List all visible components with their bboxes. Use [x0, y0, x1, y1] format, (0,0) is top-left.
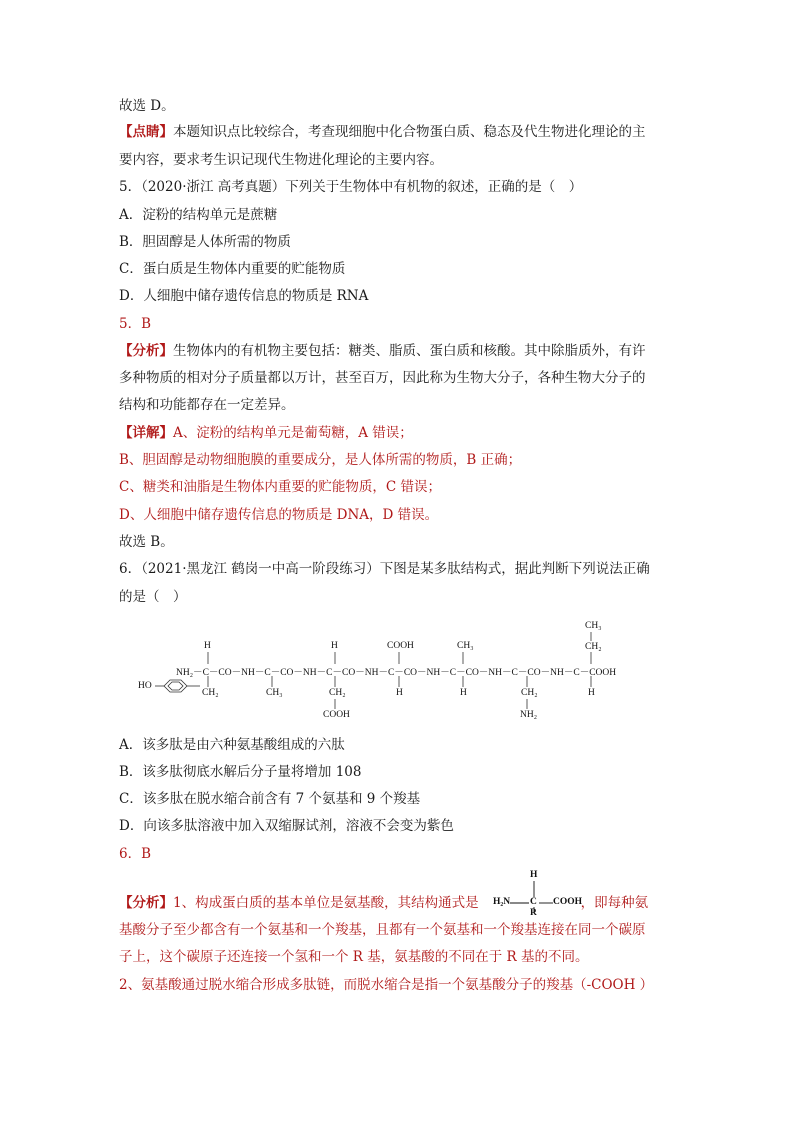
- cooh-label: COOH: [387, 641, 414, 651]
- ho-label: HO: [138, 681, 152, 691]
- q5-option-a: A．淀粉的结构单元是蔗糖: [119, 207, 278, 223]
- text-line: 2、氨基酸通过脱水缩合形成多肽链，而脱水缩合是指一个氨基酸分子的羧基（-COOH ）: [119, 977, 654, 993]
- cooh-label: COOH: [323, 710, 350, 720]
- tag-fenxi: 【分析】: [119, 895, 173, 911]
- tag-xiangjie: 【详解】: [119, 425, 173, 441]
- text-line: 【点睛】本题知识点比较综合，考查现细胞中化合物蛋白质、稳态及代生物进化理论的主: [119, 124, 646, 140]
- q5-answer: 5．B: [119, 316, 152, 332]
- text-line: 多种物质的相对分子质量都以万计，甚至百万，因此称为生物大分子，各种生物大分子的: [119, 370, 646, 386]
- ch2-label: CH₂: [329, 688, 346, 698]
- h-label: H: [530, 870, 538, 880]
- r-group-label: R: [530, 908, 537, 918]
- text-line: 【分析】生物体内的有机物主要包括：糖类、脂质、蛋白质和核酸。其中除脂质外，有许: [119, 343, 646, 359]
- nh2-label: NH₂: [520, 710, 538, 720]
- text-line: 故选 B。: [119, 534, 174, 550]
- carboxyl-group-label: COOH: [553, 897, 583, 907]
- tag-fenxi: 【分析】: [119, 343, 173, 359]
- question-6-stem: 6．（2021·黑龙江 鹤岗一中高一阶段练习）下图是某多肽结构式，据此判断下列说法正确: [119, 561, 650, 577]
- ch3-label: CH₃: [585, 621, 602, 631]
- peptide-backbone: NH₂－C－CO－NH－C－CO－NH－C－CO－NH－C－CO－NH－C－CO－NH－C－CO－NH－C－COOH: [176, 668, 617, 678]
- ch2-label: CH₂: [202, 688, 219, 698]
- q6-option-a: A．该多肽是由六种氨基酸组成的六肽: [119, 737, 345, 753]
- peptide-structure-diagram: [138, 620, 638, 725]
- text-line: B、胆固醇是动物细胞膜的重要成分，是人体所需的物质，B 正确；: [119, 452, 522, 468]
- text-line: 【详解】A、淀粉的结构单元是葡萄糖，A 错误；: [119, 425, 413, 441]
- h-label: H: [460, 688, 467, 698]
- q5-option-c: C．蛋白质是生物体内重要的贮能物质: [119, 261, 346, 277]
- ch2-label: CH₂: [585, 642, 602, 652]
- q6-answer: 6．B: [119, 846, 152, 862]
- h-label: H: [588, 688, 595, 698]
- h-label: H: [331, 641, 338, 651]
- text-line: 结构和功能都存在一定差异。: [119, 397, 295, 413]
- q5-option-b: B．胆固醇是人体所需的物质: [119, 234, 291, 250]
- text-line: 子上，这个碳原子还连接一个氢和一个 R 基，氨基酸的不同在于 R 基的不同。: [119, 949, 589, 965]
- question-5-stem: 5．（2020·浙江 高考真题）下列关于生物体中有机物的叙述，正确的是（ ）: [119, 179, 583, 195]
- question-6-stem: 的是（ ）: [119, 589, 187, 605]
- ch2-label: CH₂: [521, 688, 538, 698]
- tag-dianjing: 【点睛】: [119, 124, 173, 140]
- ch3-label: CH₃: [457, 641, 474, 651]
- text-line: 故选 D。: [119, 98, 175, 114]
- q6-option-b: B．该多肽彻底水解后分子量将增加 108: [119, 764, 362, 780]
- carbon-label: C: [530, 897, 537, 907]
- amine-group-label: H₂N: [493, 897, 511, 907]
- text-line: C、糖类和油脂是生物体内重要的贮能物质，C 错误；: [119, 479, 441, 495]
- text-line: 基酸分子至少都含有一个氨基和一个羧基，且都有一个氨基和一个羧基连接在同一个碳原: [119, 922, 646, 938]
- text-line: 【分析】1、构成蛋白质的基本单位是氨基酸，其结构通式是 ，即每种氨: [119, 895, 649, 911]
- h-label: H: [204, 641, 211, 651]
- q5-option-d: D．人细胞中储存遗传信息的物质是 RNA: [119, 288, 369, 304]
- q6-option-c: C．该多肽在脱水缩合前含有 7 个氨基和 9 个羧基: [119, 791, 421, 807]
- text-line: 要内容，要求考生识记现代生物进化理论的主要内容。: [119, 152, 443, 168]
- q6-option-d: D．向该多肽溶液中加入双缩脲试剂，溶液不会变为紫色: [119, 818, 454, 834]
- text-line: D、人细胞中储存遗传信息的物质是 DNA，D 错误。: [119, 507, 439, 523]
- ch3-label: CH₃: [266, 688, 283, 698]
- h-label: H: [396, 688, 403, 698]
